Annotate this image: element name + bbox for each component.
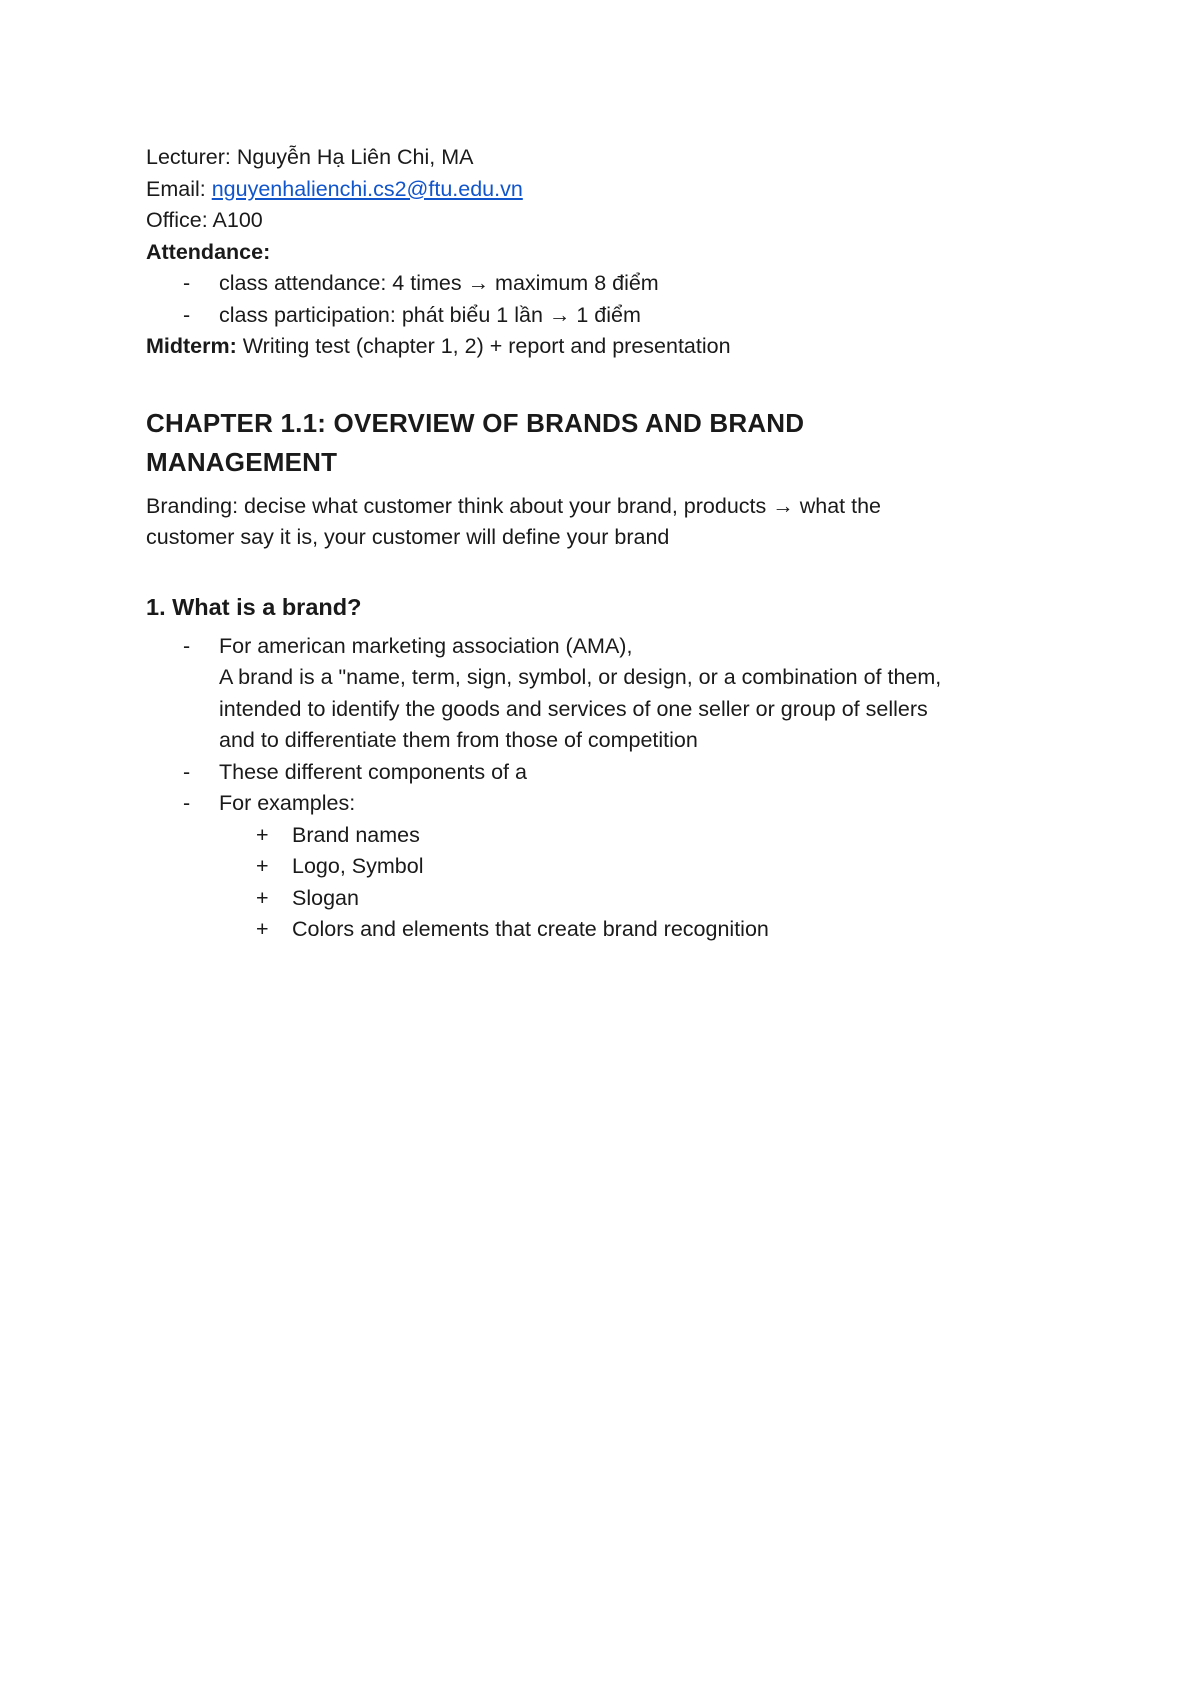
bullet-dash: -: [183, 759, 191, 784]
bullet-plus: +: [256, 885, 269, 910]
list-item-line: intended to identify the goods and services of one seller or group of sellers: [219, 696, 928, 721]
list-item-line: For american marketing association (AMA),: [219, 633, 633, 658]
attendance-item: [146, 300, 1086, 332]
example-item-text: Logo, Symbol: [292, 854, 424, 878]
list-item-line: A brand is a "name, term, sign, symbol, or design, or a combination of them,: [219, 665, 942, 689]
bullet-plus: +: [256, 822, 269, 847]
midterm-value: Writing test (chapter 1, 2) + report and presentation: [242, 334, 731, 358]
example-item: [146, 820, 1086, 852]
example-item-text: Brand names: [292, 822, 420, 847]
midterm-label: Midterm:: [146, 334, 237, 358]
bullet-plus: +: [256, 854, 269, 878]
bullet-dash: -: [183, 633, 191, 658]
chapter-title: [146, 404, 1086, 482]
midterm-line: [146, 331, 1086, 363]
section-heading: 1. What is a brand?: [146, 593, 362, 620]
example-item-text: Slogan: [292, 885, 359, 910]
email-link[interactable]: nguyenhalienchi.cs2@ftu.edu.vn: [211, 176, 523, 201]
bullet-dash: -: [183, 302, 191, 327]
office-label: Office:: [146, 208, 208, 232]
lecturer-line: [146, 142, 1086, 174]
bullet-plus: +: [256, 917, 269, 941]
list-item: [146, 757, 1086, 789]
office-value: A100: [212, 208, 263, 232]
bullet-dash: -: [183, 791, 191, 815]
attendance-item: [146, 268, 1086, 300]
document-page: [146, 142, 1086, 946]
lecturer-label: Lecturer:: [146, 145, 231, 169]
list-item: [146, 631, 1086, 757]
list-item: [146, 788, 1086, 820]
email-label: Email:: [146, 176, 206, 201]
bullet-dash: -: [183, 271, 191, 295]
attendance-item-text: class attendance: 4 times → maximum 8 điểm: [219, 271, 659, 295]
example-item: [146, 914, 1086, 946]
chapter-title-line: MANAGEMENT: [146, 446, 338, 477]
branding-paragraph: [146, 491, 1086, 554]
list-item-line: and to differentiate them from those of competition: [219, 728, 698, 752]
office-line: [146, 205, 1086, 237]
example-item: [146, 883, 1086, 915]
chapter-title-line: CHAPTER 1.1: OVERVIEW OF BRANDS AND BRAND: [146, 407, 805, 438]
example-item: [146, 851, 1086, 883]
attendance-item-text: class participation: phát biểu 1 lần → 1 điểm: [219, 302, 641, 327]
attendance-heading: Attendance:: [146, 239, 271, 264]
paragraph-line: customer say it is, your customer will define your brand: [146, 525, 670, 549]
email-line: [146, 174, 1086, 206]
list-item-line: These different components of a: [219, 759, 527, 784]
paragraph-line: Branding: decise what customer think about your brand, products → what the: [146, 493, 881, 518]
lecturer-value: Nguyễn Hạ Liên Chi, MA: [236, 145, 474, 169]
example-item-text: Colors and elements that create brand recognition: [292, 917, 769, 941]
list-item-line: For examples:: [219, 791, 356, 815]
